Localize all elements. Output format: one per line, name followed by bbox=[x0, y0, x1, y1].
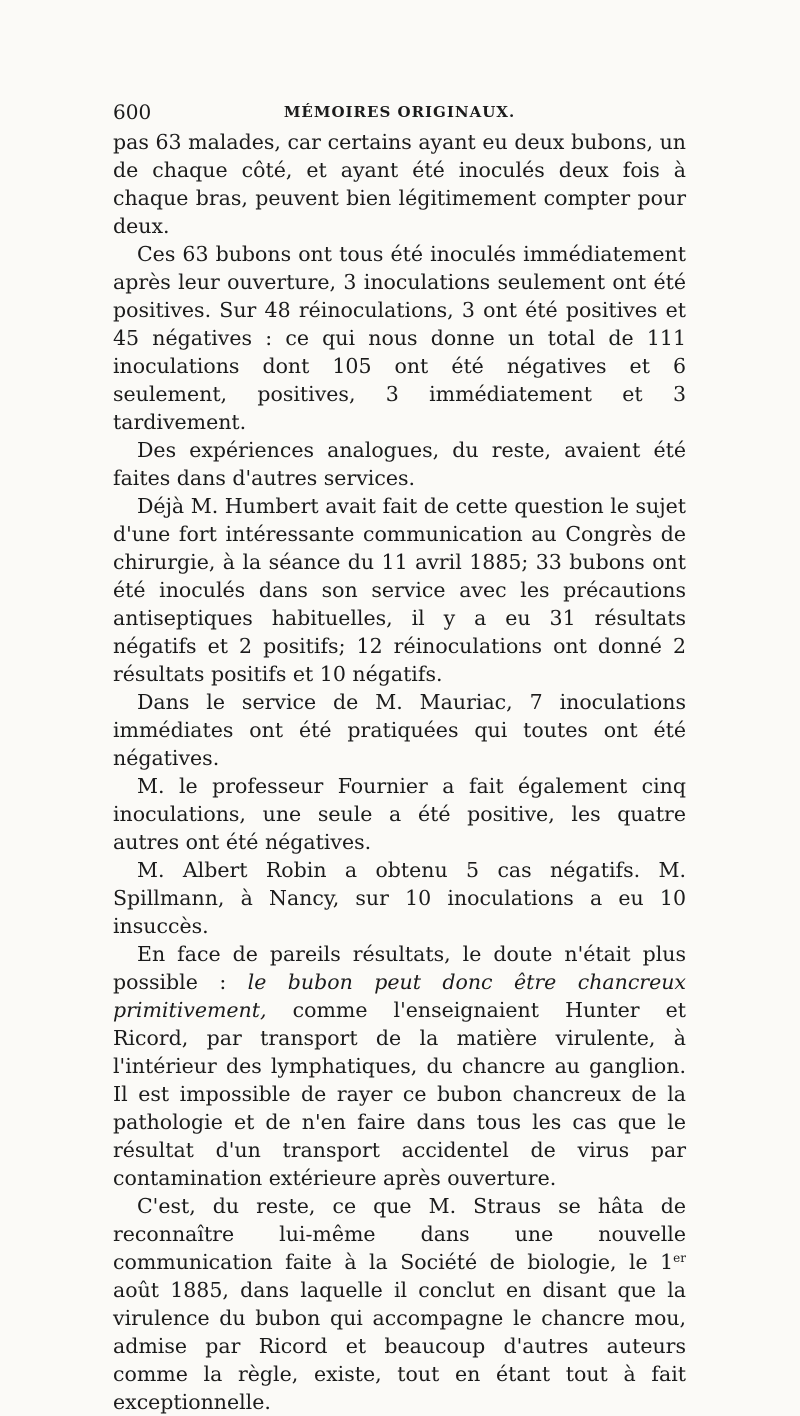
text-run: août 1885, dans laquelle il conclut en disant que la virulence du bubon qui accompagne le chancre mou, admise par Ricord et beaucoup d'autres auteurs comme la règle, existe, tout en étant tout à fait exceptionnelle. bbox=[113, 1278, 686, 1414]
body-text bbox=[113, 128, 686, 1416]
paragraph bbox=[113, 940, 686, 1192]
page-number: 600 bbox=[113, 100, 152, 124]
text-run: comme l'enseignaient Hunter et Ricord, par transport de la matière virulente, à l'intérieur des lymphatiques, du chancre au ganglion. Il est impossible de rayer ce bubon chancreux de la pathologie et de n'en faire dans tous les cas que le résultat d'un transport accidentel de virus par contamination extérieure après ouverture. bbox=[113, 998, 686, 1190]
running-title: MÉMOIRES ORIGINAUX. bbox=[283, 103, 516, 121]
paragraph: M. le professeur Fournier a fait également cinq inoculations, une seule a été positive, les quatre autres ont été négatives. bbox=[113, 774, 686, 854]
paragraph: Dans le service de M. Mauriac, 7 inoculations immédiates ont été pratiquées qui toutes ont été négatives. bbox=[113, 690, 686, 770]
paragraph: M. Albert Robin a obtenu 5 cas négatifs. M. Spillmann, à Nancy, sur 10 inoculations a eu 10 insuccès. bbox=[113, 858, 686, 938]
paragraph: Des expériences analogues, du reste, avaient été faites dans d'autres services. bbox=[113, 438, 686, 490]
paragraph: pas 63 malades, car certains ayant eu deux bubons, un de chaque côté, et ayant été inoculés deux fois à chaque bras, peuvent bien légitimement compter pour deux. bbox=[113, 130, 686, 238]
italic-emphasis: le bubon peut donc être chancreux primitivement, bbox=[113, 970, 686, 1022]
paragraph: Ces 63 bubons ont tous été inoculés immédiatement après leur ouverture, 3 inoculations seulement ont été positives. Sur 48 réinoculations, 3 ont été positives et 45 négatives : ce qui nous donne un total de 111 inoculations dont 105 ont été négatives et 6 seulement, positives, 3 immédiatement et 3 tardivement. bbox=[113, 242, 686, 434]
paragraph: Déjà M. Humbert avait fait de cette question le sujet d'une fort intéressante communication au Congrès de chirurgie, à la séance du 11 avril 1885; 33 bubons ont été inoculés dans son service avec les précautions antiseptiques habituelles, il y a eu 31 résultats négatifs et 2 positifs; 12 réinoculations ont donné 2 résultats positifs et 10 négatifs. bbox=[113, 494, 686, 686]
text-run: C'est, du reste, ce que M. Straus se hâta de reconnaître lui-même dans une nouvelle communication faite à la Société de biologie, le 1 bbox=[113, 1194, 686, 1274]
text-run: En face de pareils résultats, le doute n'était plus possible : bbox=[113, 942, 686, 994]
superscript: er bbox=[673, 1251, 686, 1265]
page-header bbox=[113, 100, 686, 130]
paragraph bbox=[113, 1192, 686, 1416]
